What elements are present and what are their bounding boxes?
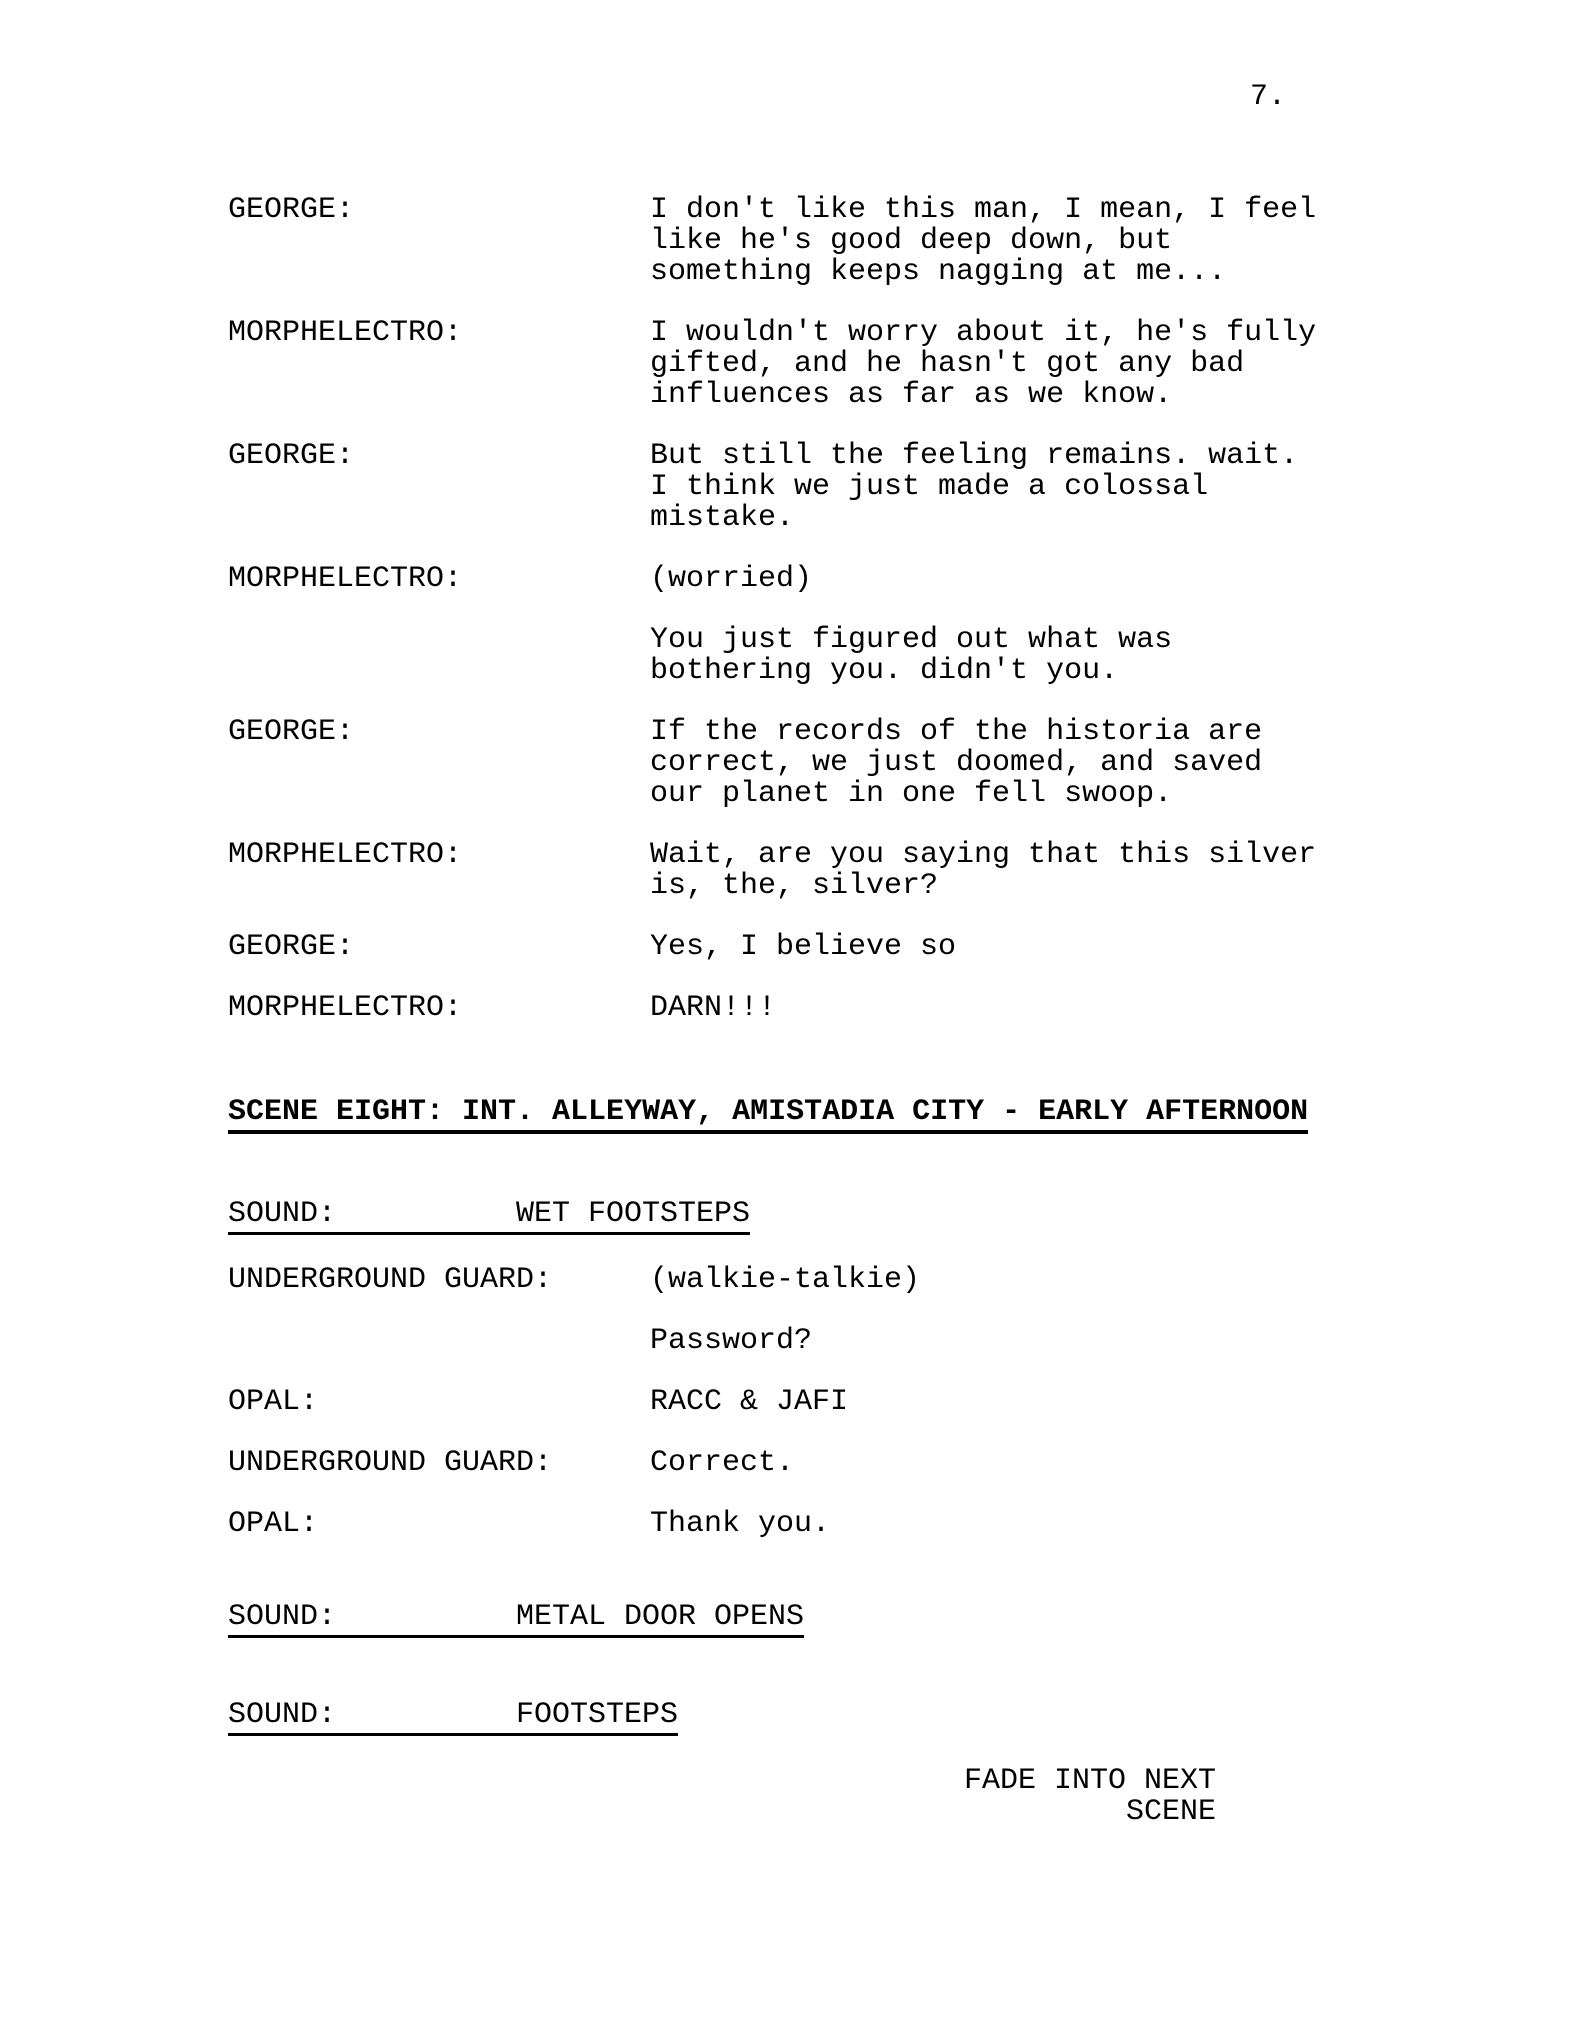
dialogue-line: something keeps nagging at me... xyxy=(650,255,1227,289)
dialogue-line: Correct. xyxy=(650,1446,795,1480)
dialogue-line: is, the, silver? xyxy=(650,869,939,903)
speaker-name: MORPHELECTRO: xyxy=(228,562,463,596)
dialogue-line: But still the feeling remains. wait. xyxy=(650,439,1299,473)
dialogue-lines xyxy=(650,1509,830,1540)
sound-cue-underline xyxy=(228,1199,750,1235)
sound-cue-block xyxy=(228,1700,678,1736)
dialogue-line: Wait, are you saying that this silver xyxy=(650,838,1317,872)
dialogue-lines xyxy=(650,993,776,1024)
speaker-name: UNDERGROUND GUARD: xyxy=(228,1446,553,1480)
sound-cue-block xyxy=(228,1199,750,1235)
dialogue-block xyxy=(228,932,956,963)
dialogue-line: influences as far as we know. xyxy=(650,378,1173,412)
dialogue-block xyxy=(228,840,1316,902)
dialogue-block xyxy=(228,1387,848,1418)
transition-block xyxy=(964,1766,1216,1828)
dialogue-line: mistake. xyxy=(650,501,795,535)
transition-line: FADE INTO NEXT xyxy=(963,1764,1216,1798)
dialogue-lines xyxy=(650,1326,812,1357)
dialogue-lines xyxy=(650,1387,848,1418)
speaker-name: GEORGE: xyxy=(228,439,355,473)
speaker-name: OPAL: xyxy=(228,1507,319,1541)
dialogue-block xyxy=(228,441,1298,534)
speaker-name: MORPHELECTRO: xyxy=(228,991,463,1025)
speaker-name: UNDERGROUND GUARD: xyxy=(228,1263,553,1297)
dialogue-line: gifted, and he hasn't got any bad xyxy=(650,347,1245,381)
sound-label: SOUND: xyxy=(228,1600,337,1634)
speaker-name: GEORGE: xyxy=(228,715,355,749)
speaker-name: OPAL: xyxy=(228,1385,319,1419)
dialogue-line: bothering you. didn't you. xyxy=(650,654,1119,688)
dialogue-lines xyxy=(650,441,1298,534)
dialogue-block xyxy=(228,993,776,1024)
dialogue-lines xyxy=(650,1448,794,1479)
dialogue-line: Thank you. xyxy=(650,1507,831,1541)
dialogue-lines xyxy=(650,318,1316,411)
sound-label: SOUND: xyxy=(228,1698,337,1732)
speaker-name: MORPHELECTRO: xyxy=(228,316,463,350)
sound-text: FOOTSTEPS xyxy=(516,1698,679,1732)
sound-cue-underline xyxy=(228,1700,678,1736)
dialogue-block xyxy=(228,195,1316,288)
dialogue-lines xyxy=(650,195,1316,288)
dialogue-line: I don't like this man, I mean, I feel xyxy=(650,193,1317,227)
dialogue-line: I wouldn't worry about it, he's fully xyxy=(650,316,1317,350)
dialogue-lines xyxy=(650,625,1172,687)
dialogue-line: Yes, I believe so xyxy=(650,930,957,964)
dialogue-block xyxy=(228,1448,794,1479)
dialogue-block xyxy=(228,717,1262,810)
speaker-name: GEORGE: xyxy=(228,193,355,227)
dialogue-line: RACC & JAFI xyxy=(650,1385,849,1419)
dialogue-line: like he's good deep down, but xyxy=(650,224,1173,258)
scene-heading xyxy=(228,1097,1308,1134)
sound-label: SOUND: xyxy=(228,1197,337,1231)
transition-line: SCENE xyxy=(1125,1795,1216,1829)
dialogue-lines xyxy=(650,840,1316,902)
dialogue-line: If the records of the historia are xyxy=(650,715,1263,749)
dialogue-block xyxy=(228,625,1172,687)
dialogue-lines xyxy=(650,1265,920,1296)
sound-text: METAL DOOR OPENS xyxy=(516,1600,805,1634)
dialogue-line: (worried) xyxy=(650,562,813,596)
speaker-name: GEORGE: xyxy=(228,930,355,964)
dialogue-block xyxy=(228,1265,920,1296)
dialogue-block xyxy=(228,564,812,595)
dialogue-lines xyxy=(650,564,812,595)
dialogue-line: correct, we just doomed, and saved xyxy=(650,746,1263,780)
dialogue-line: DARN!!! xyxy=(650,991,777,1025)
scene-heading-text: SCENE EIGHT: INT. ALLEYWAY, AMISTADIA CITY - EARLY AFTERNOON xyxy=(228,1097,1308,1134)
sound-cue-underline xyxy=(228,1602,804,1638)
sound-text: WET FOOTSTEPS xyxy=(516,1197,751,1231)
dialogue-line: You just figured out what was xyxy=(650,623,1173,657)
dialogue-lines xyxy=(650,717,1262,810)
dialogue-lines xyxy=(650,932,956,963)
dialogue-line: our planet in one fell swoop. xyxy=(650,777,1173,811)
dialogue-block xyxy=(228,1509,830,1540)
page-number: 7. xyxy=(1249,80,1286,114)
dialogue-line: I think we just made a colossal xyxy=(650,470,1209,504)
dialogue-block xyxy=(228,1326,812,1357)
dialogue-line: (walkie-talkie) xyxy=(650,1263,921,1297)
speaker-name: MORPHELECTRO: xyxy=(228,838,463,872)
sound-cue-block xyxy=(228,1602,804,1638)
dialogue-block xyxy=(228,318,1316,411)
dialogue-line: Password? xyxy=(650,1324,813,1358)
